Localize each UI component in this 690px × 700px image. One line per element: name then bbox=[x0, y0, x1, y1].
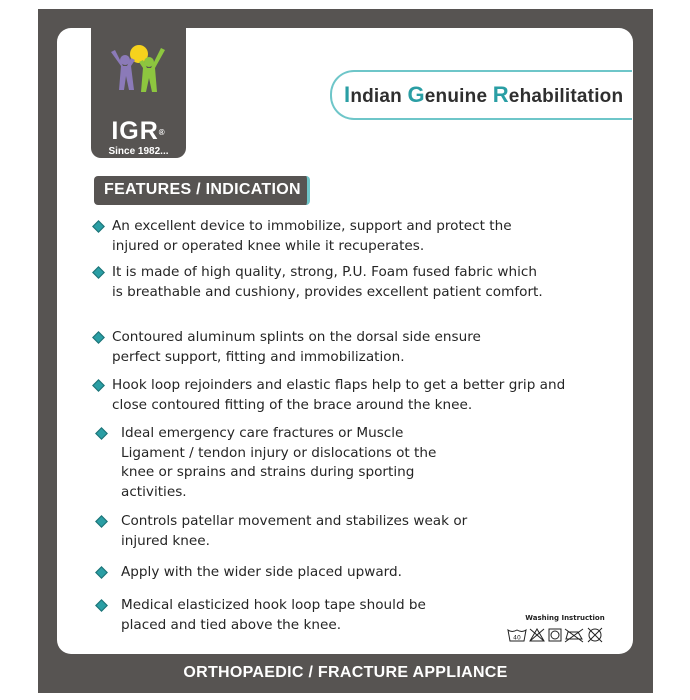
washing-instruction-title: Washing Instruction bbox=[525, 614, 605, 622]
section-heading: FEATURES / INDICATION bbox=[94, 176, 310, 205]
no-bleach-icon bbox=[530, 629, 544, 641]
feature-text: Apply with the wider side placed upward. bbox=[121, 564, 402, 580]
brand-title: Indian Genuine Rehabilitation bbox=[344, 82, 624, 107]
wash-40-icon bbox=[508, 630, 526, 642]
feature-text: An excellent device to immobilize, support and protect the injured or operated knee while it recuperates. bbox=[112, 218, 512, 254]
feature-text: Ideal emergency care fractures or Muscle Ligament / tendon injury or dislocations ot the knee or sprains and strains during sporting activities. bbox=[121, 425, 437, 500]
brand-banner bbox=[330, 70, 632, 120]
no-iron-icon bbox=[565, 629, 583, 642]
logo-wordmark: IGR® bbox=[111, 117, 166, 145]
washing-icons bbox=[507, 627, 617, 643]
wash-temp-label: 40 bbox=[513, 634, 521, 642]
people-sun-logo-icon bbox=[105, 42, 171, 110]
feature-text: Medical elasticized hook loop tape should be placed and tied above the knee. bbox=[121, 597, 426, 633]
logo-since-text: Since 1982... bbox=[108, 146, 169, 157]
no-dry-clean-icon bbox=[588, 628, 602, 642]
no-tumble-dry-icon bbox=[549, 629, 561, 641]
feature-text: Controls patellar movement and stabilizes weak or injured knee. bbox=[121, 513, 468, 549]
feature-text: Contoured aluminum splints on the dorsal side ensure perfect support, fitting and immobilization. bbox=[112, 329, 481, 365]
footer-title: ORTHOPAEDIC / FRACTURE APPLIANCE bbox=[183, 664, 508, 681]
feature-text: Hook loop rejoinders and elastic flaps help to get a better grip and close contoured fitting of the brace around the knee. bbox=[112, 377, 566, 413]
igr-logo bbox=[91, 28, 186, 158]
feature-text: It is made of high quality, strong, P.U. Foam fused fabric which is breathable and cushiony, provides excellent patient comfort. bbox=[112, 264, 543, 300]
